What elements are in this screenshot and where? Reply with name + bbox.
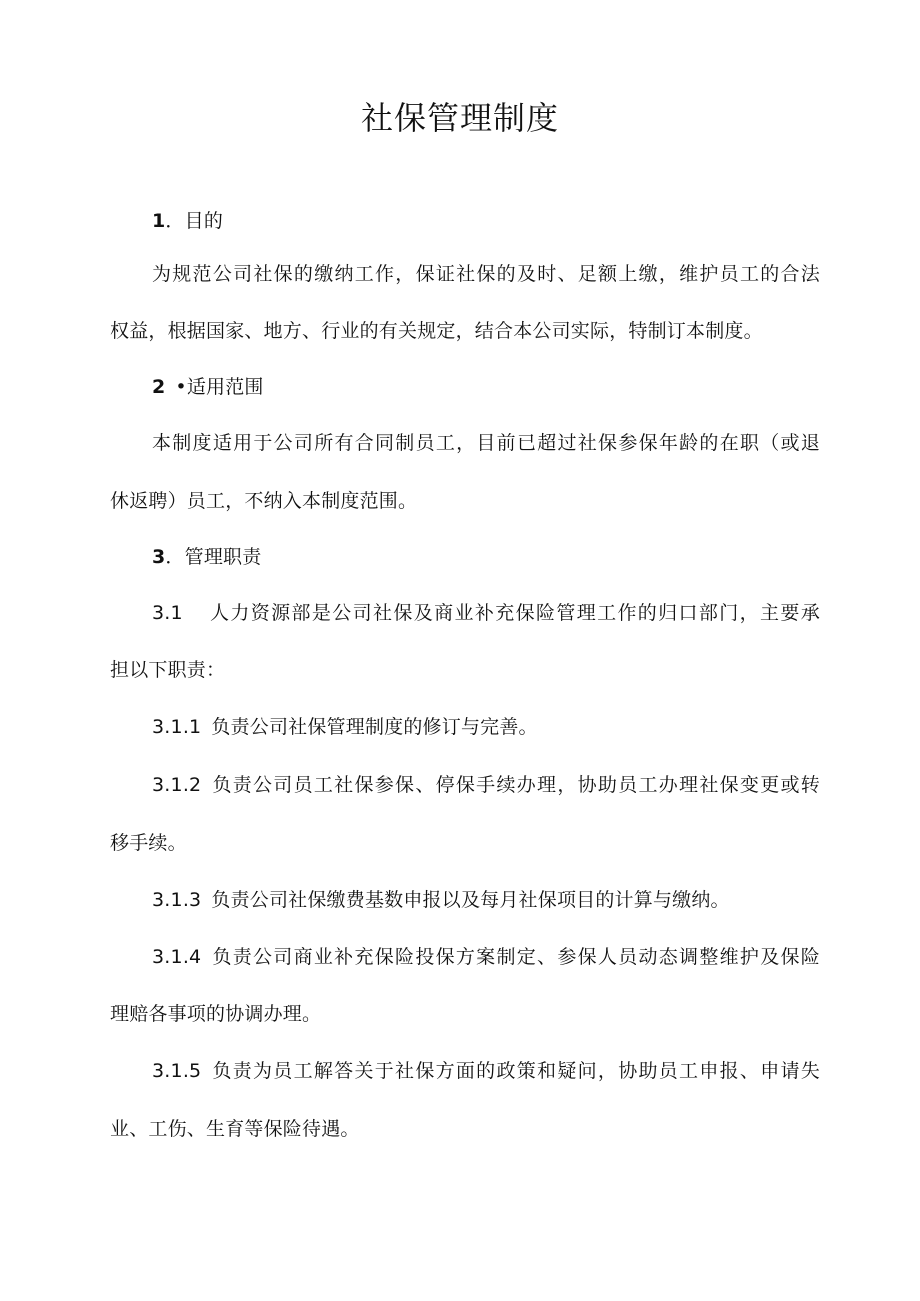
paragraph-line: 为规范公司社保的缴纳工作，保证社保的及时、足额上缴，维护员工的合法 <box>152 263 820 285</box>
clause-3-1 <box>152 598 820 628</box>
section-number: 1 <box>152 210 166 232</box>
clause-text: 负责为员工解答关于社保方面的政策和疑问，协助员工申报、申请失 <box>211 1060 820 1082</box>
section-heading-text: •适用范围 <box>175 376 264 398</box>
clause-text: 人力资源部是公司社保及商业补充保险管理工作的归口部门，主要承 <box>208 602 820 624</box>
page-title: 社保管理制度 <box>360 99 559 137</box>
clause-3-1-1 <box>152 712 820 742</box>
section-heading-3 <box>152 542 820 572</box>
paragraph-line: 理赔各事项的协调办理。 <box>110 1003 322 1025</box>
section-number: 2 <box>152 376 166 398</box>
section-heading-1 <box>152 206 820 236</box>
clause-3-1-5 <box>152 1056 820 1086</box>
clause-3-1-3 <box>152 885 820 915</box>
paragraph-line: 业、工伤、生育等保险待遇。 <box>110 1118 360 1140</box>
paragraph-line: 移手续。 <box>110 832 187 854</box>
paragraph-line: 本制度适用于公司所有合同制员工，目前已超过社保参保年龄的在职（或退 <box>152 432 820 454</box>
clause-text: 负责公司商业补充保险投保方案制定、参保人员动态调整维护及保险 <box>211 946 820 968</box>
clause-text: 负责公司社保缴费基数申报以及每月社保项目的计算与缴纳。 <box>211 889 730 911</box>
clause-text: 负责公司员工社保参保、停保手续办理，协助员工办理社保变更或转 <box>211 774 820 796</box>
clause-number: 3.1.3 <box>152 889 202 911</box>
paragraph-line: 休返聘）员工，不纳入本制度范围。 <box>110 490 418 512</box>
clause-3-1-2 <box>152 770 820 800</box>
clause-number: 3.1.4 <box>152 946 202 968</box>
clause-3-1-4 <box>152 942 820 972</box>
clause-number: 3.1.1 <box>152 716 202 738</box>
section-heading-text: ．目的 <box>165 210 224 232</box>
clause-text: 负责公司社保管理制度的修订与完善。 <box>211 716 538 738</box>
clause-number: 3.1 <box>152 602 183 624</box>
section-heading-text: ．管理职责 <box>165 546 262 568</box>
clause-number: 3.1.2 <box>152 774 202 796</box>
paragraph-line: 权益，根据国家、地方、行业的有关规定，结合本公司实际，特制订本制度。 <box>110 320 763 342</box>
paragraph-line: 担以下职责： <box>110 659 226 681</box>
section-heading-2 <box>152 372 820 402</box>
section-number: 3 <box>152 546 166 568</box>
clause-number: 3.1.5 <box>152 1060 202 1082</box>
